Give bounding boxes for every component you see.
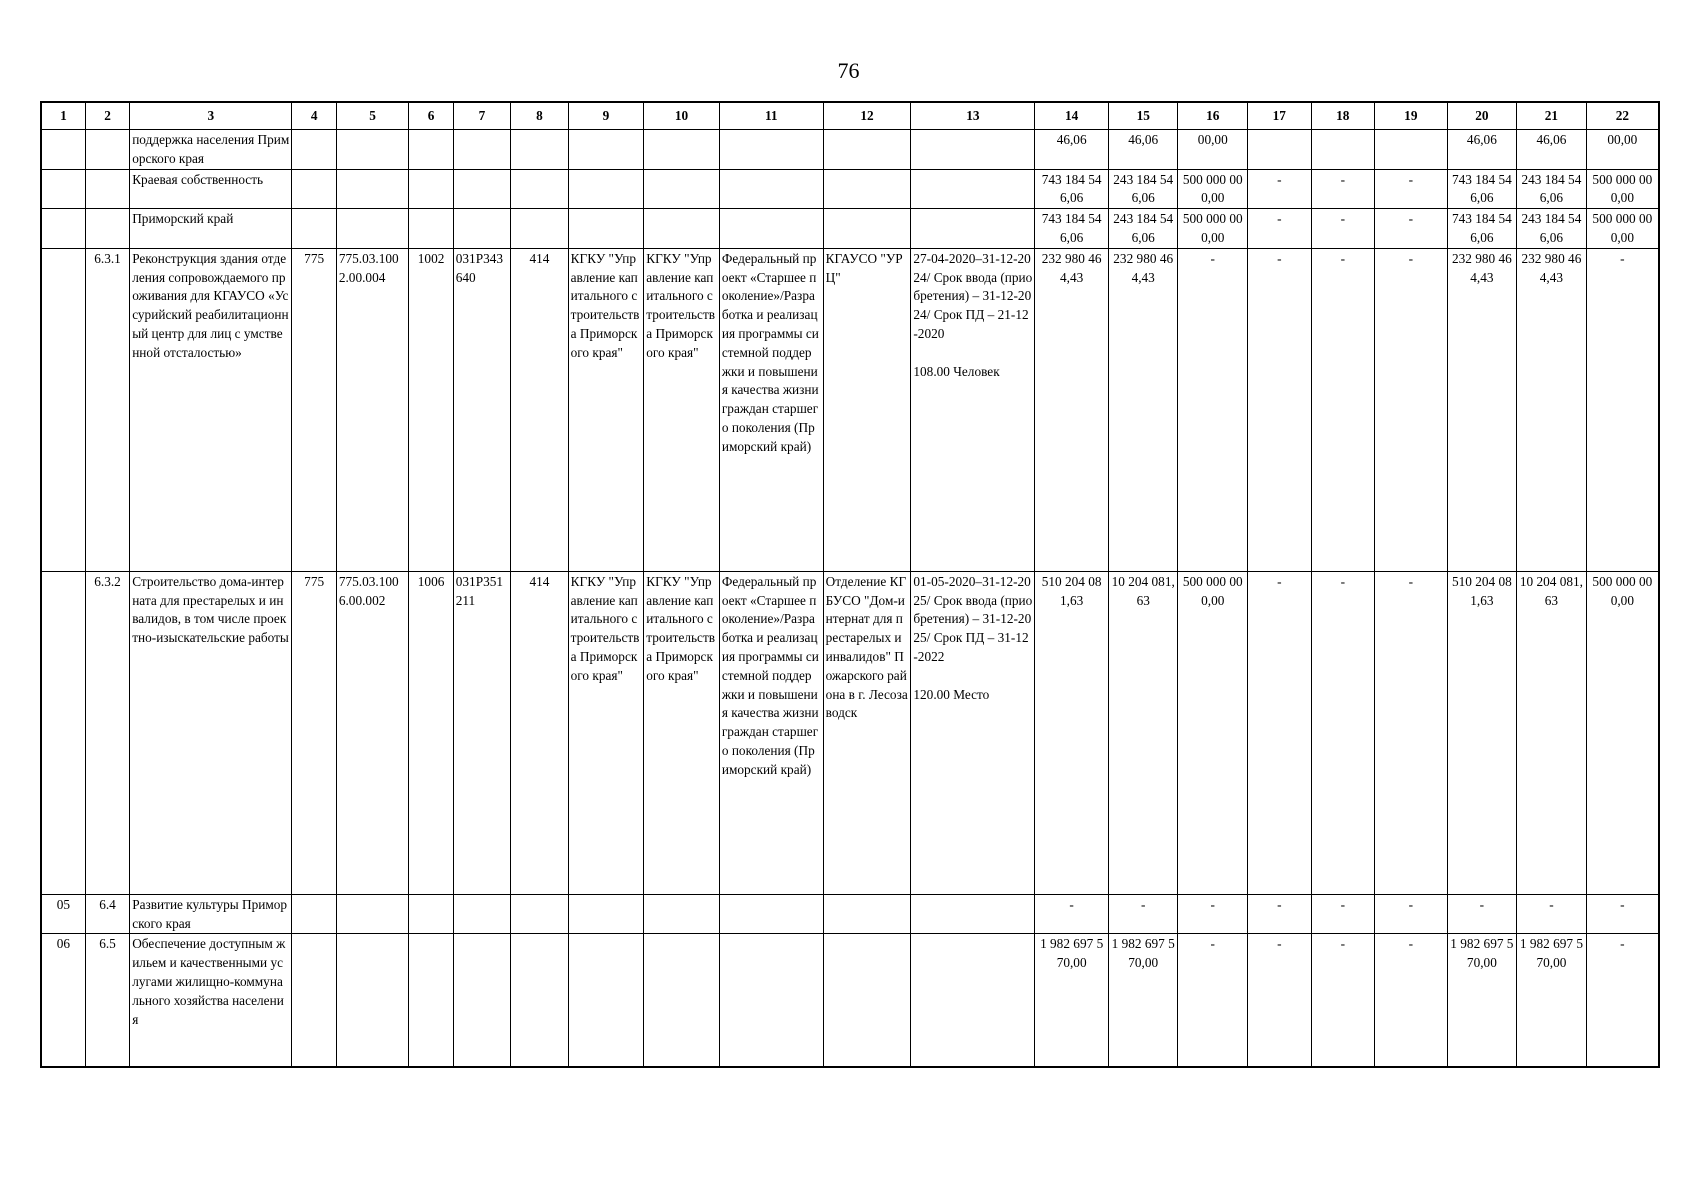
- table-cell-col-14: 232 980 464,43: [1035, 248, 1109, 571]
- table-cell-col-8: [511, 894, 568, 934]
- table-row: [41, 934, 1659, 1067]
- table-row: [41, 248, 1659, 571]
- table-cell-col-2: [85, 169, 129, 209]
- table-cell-col-1: 05: [41, 894, 85, 934]
- table-cell-col-21: -: [1517, 894, 1587, 934]
- table-cell-col-10: КГКУ "Управление капитального строительства Приморского края": [644, 248, 720, 571]
- table-cell-col-22: 500 000 000,00: [1586, 209, 1659, 249]
- table-cell-col-7: [453, 130, 510, 170]
- table-cell-col-8: [511, 169, 568, 209]
- table-cell-col-20: 232 980 464,43: [1447, 248, 1517, 571]
- table-cell-col-2: [85, 130, 129, 170]
- table-cell-col-9: [568, 209, 644, 249]
- table-cell-col-name: Приморский край: [130, 209, 292, 249]
- table-cell-col-6: [409, 169, 453, 209]
- table-cell-col-20: 510 204 081,63: [1447, 571, 1517, 894]
- table-cell-col-15: 232 980 464,43: [1108, 248, 1178, 571]
- table-cell-col-7: [453, 934, 510, 1067]
- table-cell-col-20: 743 184 546,06: [1447, 169, 1517, 209]
- table-row: [41, 571, 1659, 894]
- table-cell-col-5: 775.03.1006.00.002: [336, 571, 409, 894]
- table-cell-col-15: 10 204 081,63: [1108, 571, 1178, 894]
- table-cell-col-16: 500 000 000,00: [1178, 209, 1248, 249]
- table-cell-col-9: [568, 169, 644, 209]
- column-header: 15: [1108, 102, 1178, 130]
- table-cell-col-4: [292, 894, 336, 934]
- column-header: 1: [41, 102, 85, 130]
- column-header: 17: [1248, 102, 1312, 130]
- table-cell-col-12: [823, 130, 911, 170]
- column-header: 12: [823, 102, 911, 130]
- table-cell-col-name: Реконструкция здания отделения сопровождаемого проживания для КГАУСО «Уссурийский реабилитационный центр для лиц с умственной отсталостью»: [130, 248, 292, 571]
- column-header: 22: [1586, 102, 1659, 130]
- table-cell-col-12: [823, 169, 911, 209]
- table-cell-col-5: 775.03.1002.00.004: [336, 248, 409, 571]
- table-cell-col-name: Обеспечение доступным жильем и качественными услугами жилищно-коммунального хозяйства населения: [130, 934, 292, 1067]
- table-cell-col-8: 414: [511, 248, 568, 571]
- column-header: 7: [453, 102, 510, 130]
- table-cell-col-7: [453, 894, 510, 934]
- table-row: [41, 209, 1659, 249]
- column-header: 3: [130, 102, 292, 130]
- table-cell-col-10: [644, 169, 720, 209]
- table-cell-col-2: 6.3.1: [85, 248, 129, 571]
- table-cell-col-4: [292, 130, 336, 170]
- table-cell-col-14: 743 184 546,06: [1035, 169, 1109, 209]
- table-cell-col-9: КГКУ "Управление капитального строительства Приморского края": [568, 248, 644, 571]
- table-cell-col-11: [719, 130, 823, 170]
- table-cell-col-7: [453, 209, 510, 249]
- table-cell-col-12: КГАУСО "УРЦ": [823, 248, 911, 571]
- table-cell-col-10: [644, 130, 720, 170]
- table-cell-col-22: 500 000 000,00: [1586, 571, 1659, 894]
- column-header: 8: [511, 102, 568, 130]
- table-cell-col-21: 243 184 546,06: [1517, 209, 1587, 249]
- table-cell-col-11: [719, 894, 823, 934]
- table-cell-col-8: [511, 934, 568, 1067]
- table-cell-col-5: [336, 934, 409, 1067]
- table-cell-col-6: [409, 209, 453, 249]
- table-cell-col-19: -: [1375, 209, 1448, 249]
- table-cell-col-20: 46,06: [1447, 130, 1517, 170]
- table-cell-col-16: -: [1178, 934, 1248, 1067]
- budget-table: [40, 101, 1660, 1068]
- table-cell-col-13: [911, 130, 1035, 170]
- table-cell-col-18: -: [1311, 571, 1375, 894]
- table-cell-col-15: 1 982 697 570,00: [1108, 934, 1178, 1067]
- table-cell-col-10: [644, 934, 720, 1067]
- column-header: 10: [644, 102, 720, 130]
- table-cell-col-16: 500 000 000,00: [1178, 571, 1248, 894]
- table-cell-col-16: -: [1178, 894, 1248, 934]
- table-cell-col-name: Краевая собственность: [130, 169, 292, 209]
- table-cell-col-13: 27-04-2020–31-12-2024/ Срок ввода (приобретения) – 31-12-2024/ Срок ПД – 21-12-2020 108.00 Человек: [911, 248, 1035, 571]
- table-cell-col-21: 243 184 546,06: [1517, 169, 1587, 209]
- table-cell-col-10: [644, 209, 720, 249]
- column-header: 6: [409, 102, 453, 130]
- table-cell-col-12: [823, 934, 911, 1067]
- table-cell-col-11: Федеральный проект «Старшее поколение»/Разработка и реализация программы системной поддержки и повышения качества жизни граждан старшего поколения (Приморский край): [719, 248, 823, 571]
- table-cell-col-5: [336, 209, 409, 249]
- column-header: 20: [1447, 102, 1517, 130]
- table-cell-col-17: -: [1248, 894, 1312, 934]
- table-cell-col-1: [41, 571, 85, 894]
- table-cell-col-4: 775: [292, 571, 336, 894]
- table-cell-col-5: [336, 130, 409, 170]
- table-cell-col-18: [1311, 130, 1375, 170]
- column-header: 18: [1311, 102, 1375, 130]
- table-cell-col-15: 243 184 546,06: [1108, 209, 1178, 249]
- column-header: 14: [1035, 102, 1109, 130]
- table-cell-col-17: -: [1248, 248, 1312, 571]
- table-cell-col-12: [823, 894, 911, 934]
- table-cell-col-16: 00,00: [1178, 130, 1248, 170]
- table-cell-col-19: -: [1375, 894, 1448, 934]
- table-cell-col-12: [823, 209, 911, 249]
- column-header: 11: [719, 102, 823, 130]
- table-cell-col-6: 1006: [409, 571, 453, 894]
- table-cell-col-15: 46,06: [1108, 130, 1178, 170]
- table-cell-col-19: -: [1375, 248, 1448, 571]
- table-cell-col-17: -: [1248, 571, 1312, 894]
- table-row: [41, 169, 1659, 209]
- page-number: 76: [837, 58, 860, 83]
- table-cell-col-name: Строительство дома-интерната для престарелых и инвалидов, в том числе проектно-изыскательские работы: [130, 571, 292, 894]
- table-cell-col-7: 031Р343640: [453, 248, 510, 571]
- table-row: [41, 130, 1659, 170]
- table-cell-col-8: [511, 209, 568, 249]
- column-header: 4: [292, 102, 336, 130]
- table-cell-col-9: КГКУ "Управление капитального строительства Приморского края": [568, 571, 644, 894]
- table-cell-col-14: 743 184 546,06: [1035, 209, 1109, 249]
- header-row: [41, 102, 1659, 130]
- table-cell-col-8: [511, 130, 568, 170]
- table-cell-col-20: 743 184 546,06: [1447, 209, 1517, 249]
- table-cell-col-7: 031Р351211: [453, 571, 510, 894]
- table-cell-col-22: -: [1586, 934, 1659, 1067]
- table-cell-col-20: 1 982 697 570,00: [1447, 934, 1517, 1067]
- table-cell-col-14: 46,06: [1035, 130, 1109, 170]
- table-cell-col-14: -: [1035, 894, 1109, 934]
- table-cell-col-6: [409, 934, 453, 1067]
- table-cell-col-2: 6.4: [85, 894, 129, 934]
- table-cell-col-21: 1 982 697 570,00: [1517, 934, 1587, 1067]
- table-cell-col-8: 414: [511, 571, 568, 894]
- table-cell-col-22: -: [1586, 248, 1659, 571]
- table-cell-col-18: -: [1311, 209, 1375, 249]
- table-cell-col-11: [719, 209, 823, 249]
- table-cell-col-4: [292, 169, 336, 209]
- table-cell-col-1: [41, 209, 85, 249]
- table-cell-col-21: 10 204 081,63: [1517, 571, 1587, 894]
- table-cell-col-16: 500 000 000,00: [1178, 169, 1248, 209]
- table-cell-col-18: -: [1311, 248, 1375, 571]
- column-header: 9: [568, 102, 644, 130]
- table-cell-col-19: -: [1375, 169, 1448, 209]
- table-cell-col-7: [453, 169, 510, 209]
- table-cell-col-13: [911, 169, 1035, 209]
- table-cell-col-4: 775: [292, 248, 336, 571]
- table-cell-col-17: -: [1248, 934, 1312, 1067]
- table-cell-col-10: [644, 894, 720, 934]
- table-cell-col-6: [409, 130, 453, 170]
- table-cell-col-20: -: [1447, 894, 1517, 934]
- table-row: [41, 894, 1659, 934]
- table-cell-col-19: [1375, 130, 1448, 170]
- table-cell-col-17: -: [1248, 209, 1312, 249]
- table-cell-col-22: 00,00: [1586, 130, 1659, 170]
- table-cell-col-22: -: [1586, 894, 1659, 934]
- table-cell-col-6: 1002: [409, 248, 453, 571]
- column-header: 13: [911, 102, 1035, 130]
- table-cell-col-2: 6.3.2: [85, 571, 129, 894]
- table-cell-col-11: [719, 169, 823, 209]
- table-cell-col-14: 510 204 081,63: [1035, 571, 1109, 894]
- table-cell-col-1: [41, 169, 85, 209]
- table-cell-col-17: -: [1248, 169, 1312, 209]
- column-header: 19: [1375, 102, 1448, 130]
- column-header: 5: [336, 102, 409, 130]
- table-cell-col-18: -: [1311, 934, 1375, 1067]
- table-cell-col-16: -: [1178, 248, 1248, 571]
- table-cell-col-1: 06: [41, 934, 85, 1067]
- table-cell-col-1: [41, 130, 85, 170]
- table-cell-col-9: [568, 934, 644, 1067]
- table-cell-col-5: [336, 169, 409, 209]
- table-cell-col-6: [409, 894, 453, 934]
- table-cell-col-11: [719, 934, 823, 1067]
- table-cell-col-21: 232 980 464,43: [1517, 248, 1587, 571]
- column-header: 2: [85, 102, 129, 130]
- table-cell-col-13: [911, 934, 1035, 1067]
- table-cell-col-13: [911, 209, 1035, 249]
- column-header: 21: [1517, 102, 1587, 130]
- table-cell-col-22: 500 000 000,00: [1586, 169, 1659, 209]
- table-cell-col-2: 6.5: [85, 934, 129, 1067]
- table-cell-col-19: -: [1375, 934, 1448, 1067]
- table-cell-col-21: 46,06: [1517, 130, 1587, 170]
- table-cell-col-14: 1 982 697 570,00: [1035, 934, 1109, 1067]
- table-cell-col-18: -: [1311, 169, 1375, 209]
- table-cell-col-5: [336, 894, 409, 934]
- table-cell-col-name: поддержка населения Приморского края: [130, 130, 292, 170]
- table-cell-col-13: 01-05-2020–31-12-2025/ Срок ввода (приобретения) – 31-12-2025/ Срок ПД – 31-12-2022 120.00 Место: [911, 571, 1035, 894]
- table-cell-col-15: -: [1108, 894, 1178, 934]
- table-cell-col-9: [568, 130, 644, 170]
- table-cell-col-4: [292, 934, 336, 1067]
- table-cell-col-17: [1248, 130, 1312, 170]
- table-cell-col-19: -: [1375, 571, 1448, 894]
- table-cell-col-11: Федеральный проект «Старшее поколение»/Разработка и реализация программы системной поддержки и повышения качества жизни граждан старшего поколения (Приморский край): [719, 571, 823, 894]
- table-cell-col-9: [568, 894, 644, 934]
- table-cell-col-10: КГКУ "Управление капитального строительства Приморского края": [644, 571, 720, 894]
- table-cell-col-18: -: [1311, 894, 1375, 934]
- table-cell-col-name: Развитие культуры Приморского края: [130, 894, 292, 934]
- column-header: 16: [1178, 102, 1248, 130]
- table-cell-col-12: Отделение КГБУСО "Дом-интернат для престарелых и инвалидов" Пожарского района в г. Лесозаводск: [823, 571, 911, 894]
- table-cell-col-1: [41, 248, 85, 571]
- table-cell-col-4: [292, 209, 336, 249]
- table-cell-col-2: [85, 209, 129, 249]
- table-cell-col-15: 243 184 546,06: [1108, 169, 1178, 209]
- table-cell-col-13: [911, 894, 1035, 934]
